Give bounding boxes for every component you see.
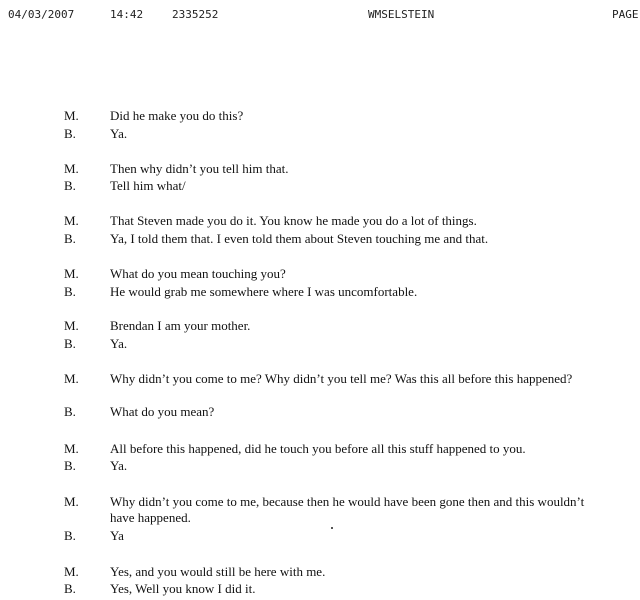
speaker-label: B. [64, 404, 76, 419]
dialogue-text: Then why didn’t you tell him that. [110, 161, 289, 176]
dialogue-text: Ya. [110, 126, 128, 141]
speaker-label: B. [64, 336, 76, 351]
speaker-label: B. [64, 178, 76, 193]
dialogue-text: Yes, Well you know I did it. [110, 581, 256, 596]
dialogue-text: Ya [110, 528, 124, 543]
dialogue-text: Tell him what/ [110, 178, 186, 193]
fax-date: 04/03/2007 [8, 8, 75, 21]
dialogue-text: He would grab me somewhere where I was uncomfortable. [110, 284, 418, 299]
speaker-label: B. [64, 528, 76, 543]
speaker-label: M. [64, 564, 79, 579]
speaker-label: M. [64, 108, 79, 123]
fax-number: 2335252 [172, 8, 219, 21]
speaker-label: M. [64, 371, 79, 386]
dialogue-text: Ya, I told them that. I even told them about Steven touching me and that. [110, 231, 489, 246]
speaker-label: M. [64, 213, 79, 228]
speaker-label: B. [64, 284, 76, 299]
dialogue-text: Ya. [110, 336, 128, 351]
dialogue-text: All before this happened, did he touch you before all this stuff happened to you. [110, 441, 526, 456]
speaker-label: M. [64, 266, 79, 281]
fax-sender: WMSELSTEIN [368, 8, 435, 21]
speaker-label: B. [64, 581, 76, 596]
dialogue-text: That Steven made you do it. You know he made you do a lot of things. [110, 213, 477, 228]
dialogue-text: What do you mean touching you? [110, 266, 286, 281]
speaker-label: B. [64, 458, 76, 473]
scan-speck [331, 527, 333, 529]
dialogue-text: Brendan I am your mother. [110, 318, 251, 333]
fax-time: 14:42 [110, 8, 144, 21]
dialogue-text: Yes, and you would still be here with me. [110, 564, 326, 579]
speaker-label: M. [64, 494, 79, 509]
dialogue-text: Ya. [110, 458, 128, 473]
dialogue-text: Why didn’t you come to me, because then he would have been gone then and this wouldn’t have happened. [110, 494, 585, 525]
dialogue-text: Why didn’t you come to me? Why didn’t you tell me? Was this all before this happened? [110, 371, 573, 386]
dialogue-text: What do you mean? [110, 404, 215, 419]
speaker-label: B. [64, 231, 76, 246]
speaker-label: M. [64, 441, 79, 456]
speaker-label: M. [64, 318, 79, 333]
speaker-label: B. [64, 126, 76, 141]
speaker-label: M. [64, 161, 79, 176]
fax-page-label: PAGE [612, 8, 639, 21]
dialogue-text: Did he make you do this? [110, 108, 244, 123]
